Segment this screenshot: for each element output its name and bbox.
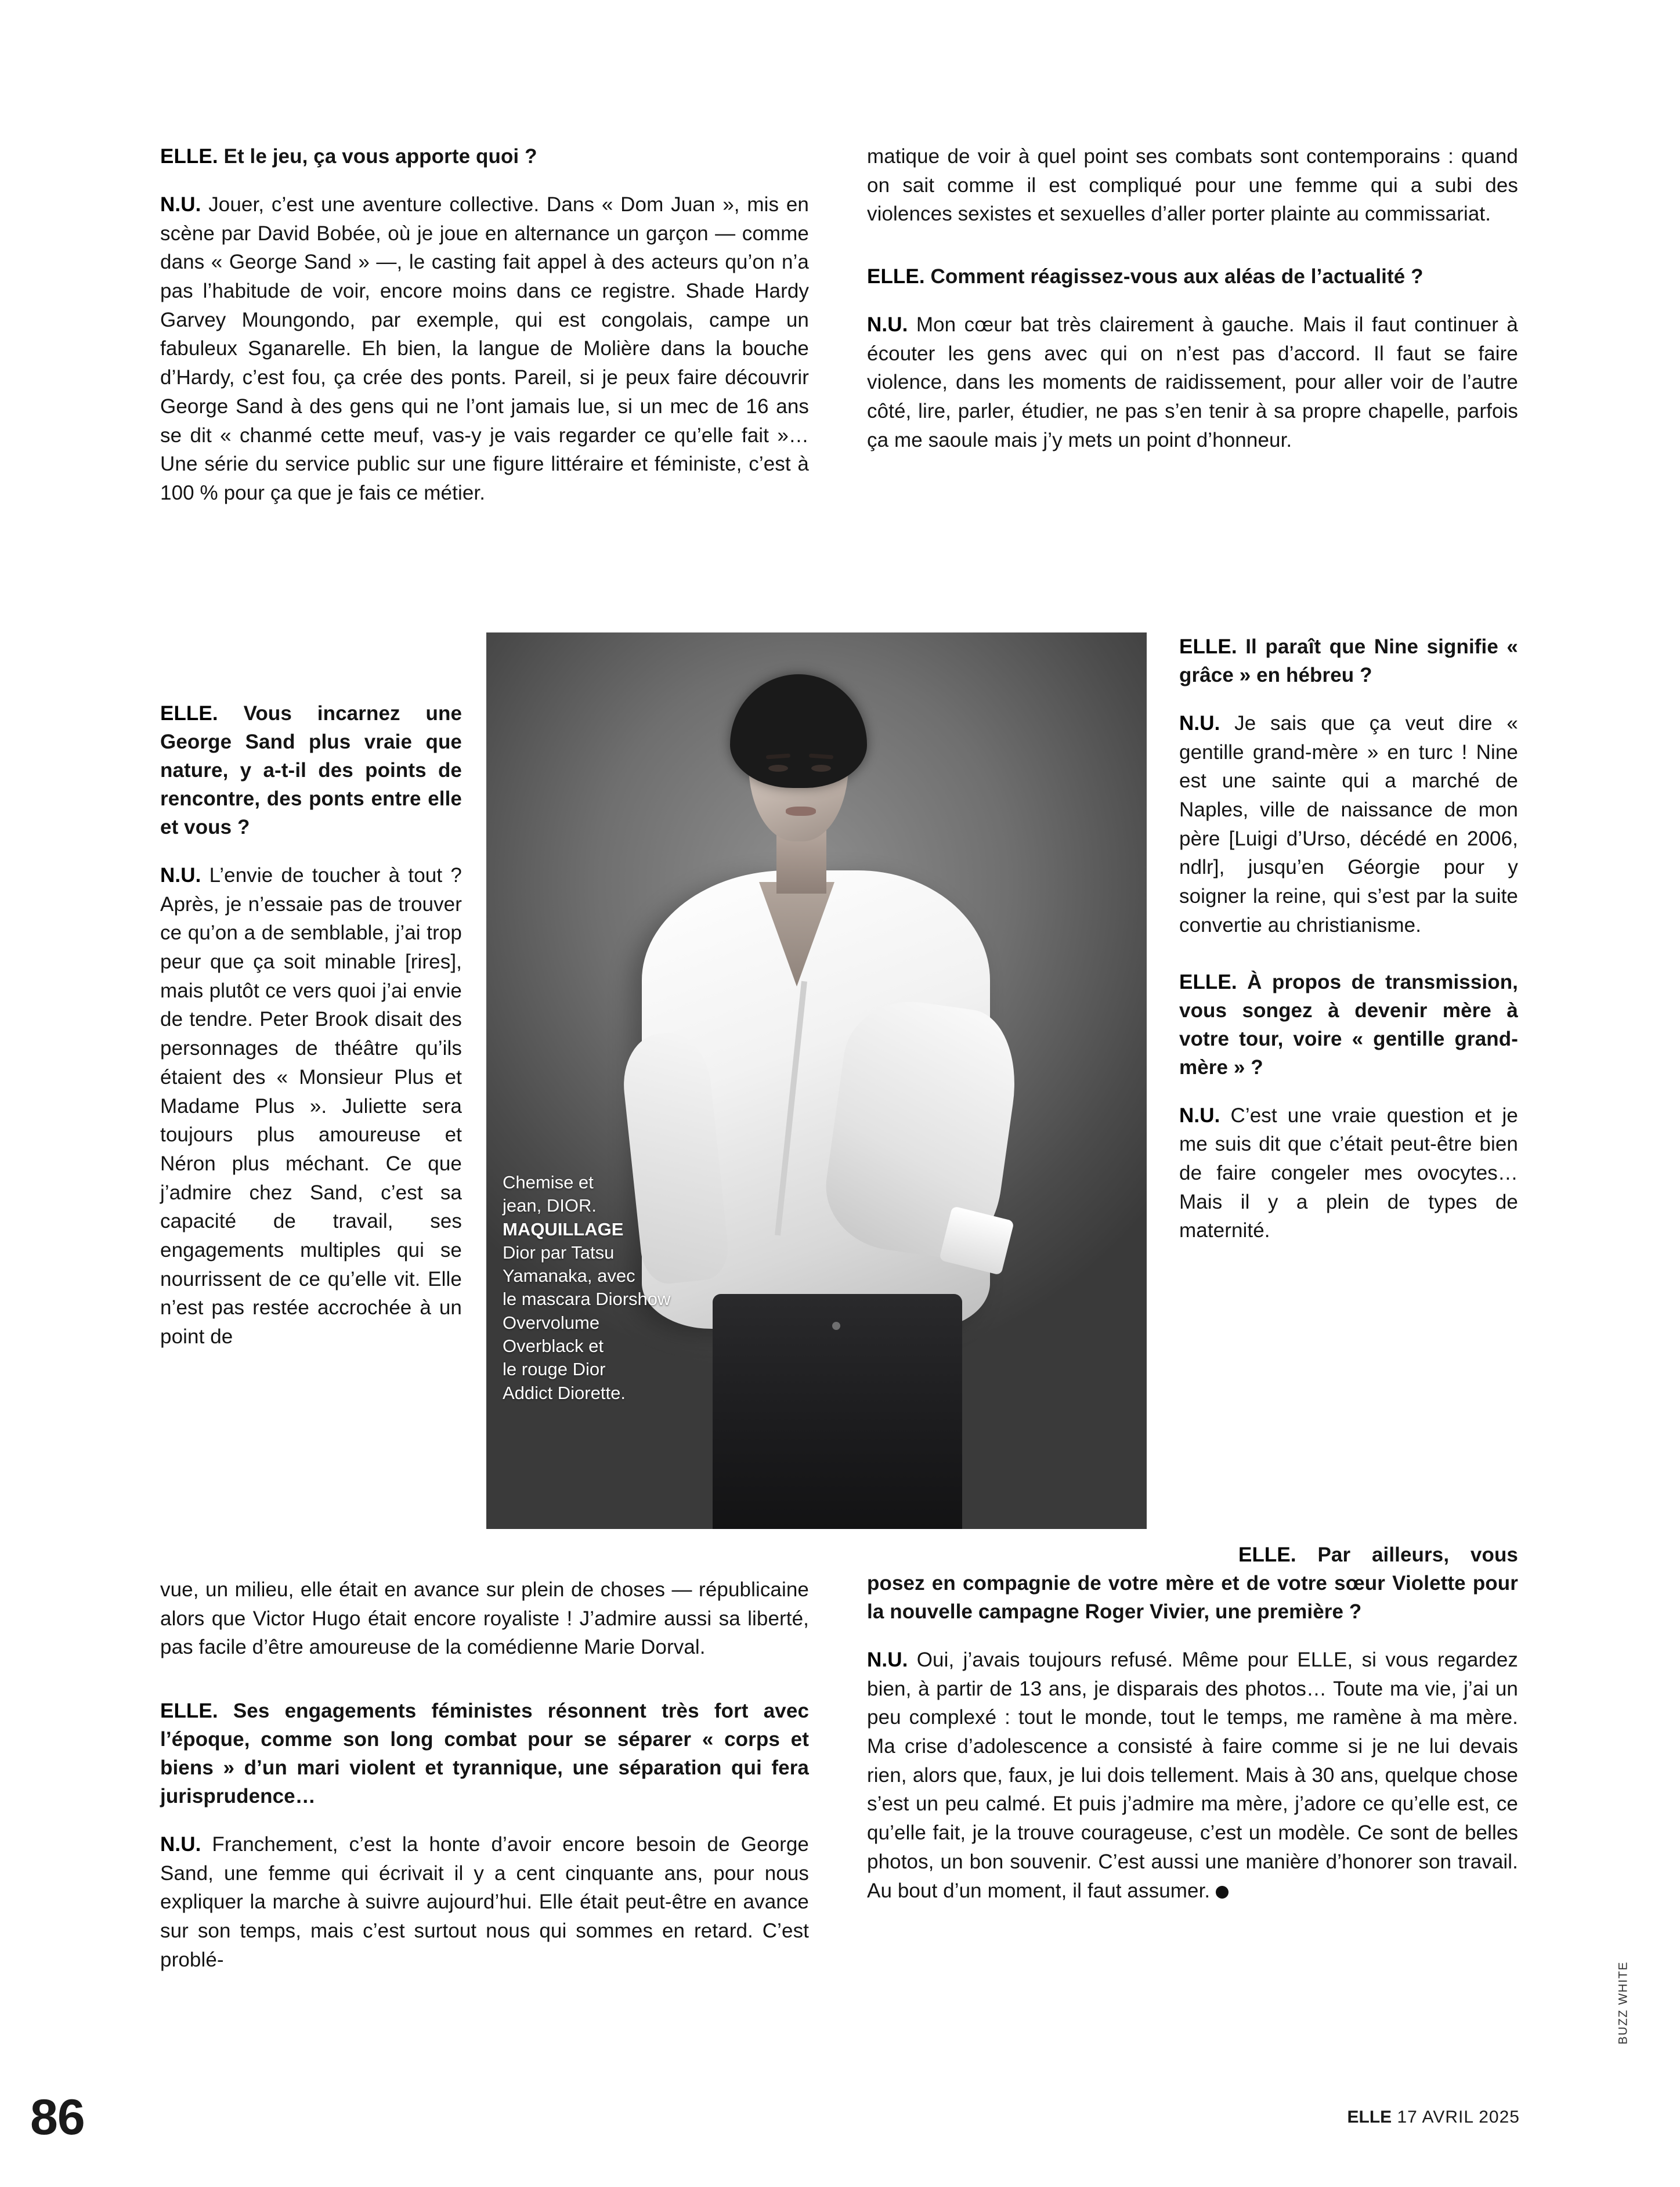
- article-column-left-top: [160, 142, 809, 508]
- answer-continuation: [160, 1575, 809, 1662]
- answer-block: [160, 1830, 809, 1974]
- speaker-label-elle: ELLE.: [1238, 1543, 1318, 1566]
- fashion-portrait-photo: [486, 632, 1147, 1529]
- answer-continuation: [867, 142, 1518, 229]
- question-block: [160, 142, 809, 171]
- speaker-label-nu: N.U.: [160, 193, 209, 216]
- speaker-label-nu: N.U.: [1179, 712, 1235, 735]
- question-block: [867, 1541, 1518, 1626]
- question-block: [160, 1697, 809, 1810]
- speaker-label-elle: ELLE.: [867, 265, 931, 288]
- answer-text: Mon cœur bat très clairement à gauche. Mais il faut continuer à écouter les gens avec qui on n’est pas d’accord. Il faut se faire violence, dans les moments de raidissement, pour aller voir de l’autre côté, lire, parler, étudier, ne pas s’en tenir à sa propre chapelle, parfois ça me saoule mais j’y mets un point d’honneur.: [867, 313, 1518, 451]
- article-column-right-middle: [1179, 632, 1518, 1245]
- question-text: Comment réagissez-vous aux aléas de l’actualité ?: [930, 265, 1424, 288]
- answer-block: [1179, 709, 1518, 940]
- article-column-right-bottom: [867, 1541, 1518, 1905]
- caption-line-6: Overvolume: [503, 1312, 600, 1333]
- end-of-article-mark: [1216, 1886, 1229, 1899]
- question-block: [867, 262, 1518, 291]
- speaker-label-elle: ELLE.: [160, 702, 244, 725]
- answer-block: [867, 1646, 1518, 1905]
- article-column-left-middle: [160, 699, 462, 1351]
- answer-text: L’envie de toucher à tout ? Après, je n’essaie pas de trouver ce qu’on a de semblable, j’ai trop peur que ça soit minable [rires], mais plutôt ce vers quoi j’ai envie de tendre. Peter Brook disait des personnages de théâtre qu’ils étaient des « Monsieur Plus et Madame Plus ». Juliette sera toujours plus amoureuse et Néron plus méchant. Ce que j’admire chez Sand, c’est sa capacité de travail, ses engagements multiples qui se nourrissent de ce qu’elle vit. Elle n’est pas restée accrochée à un point de: [160, 864, 462, 1348]
- magazine-title: ELLE: [1347, 2108, 1392, 2127]
- caption-line-8: le rouge Dior: [503, 1359, 606, 1380]
- jeans-button-icon: [832, 1322, 840, 1330]
- question-text: À propos de transmission, vous songez à devenir mère à votre tour, voire « gentille grand-mère » ?: [1179, 970, 1519, 1079]
- caption-line-4: Yamanaka, avec: [503, 1266, 635, 1286]
- question-block: [1179, 632, 1518, 689]
- question-block: [1179, 968, 1518, 1082]
- speaker-label-nu: N.U.: [1179, 1104, 1231, 1127]
- caption-line-9: Addict Diorette.: [503, 1382, 626, 1403]
- caption-line-5: le mascara Diorshow: [503, 1289, 671, 1310]
- question-text: Il paraît que Nine signifie « grâce » en hébreu ?: [1179, 635, 1518, 686]
- question-text: Par ailleurs, vous posez en compagnie de votre mère et de votre sœur Violette pour la nouvelle campagne Roger Vivier, une première ?: [867, 1543, 1518, 1623]
- question-block: [160, 699, 462, 841]
- speaker-label-elle: ELLE.: [160, 145, 224, 168]
- speaker-label-elle: ELLE.: [160, 1700, 233, 1723]
- speaker-label-nu: N.U.: [867, 1649, 917, 1671]
- issue-date: 17 AVRIL 2025: [1397, 2108, 1520, 2127]
- speaker-label-nu: N.U.: [160, 864, 209, 887]
- photo-credit: BUZZ WHITE: [1616, 1961, 1630, 2045]
- photo-caption: [503, 1171, 746, 1405]
- model-eye-left: [768, 765, 788, 772]
- article-column-right-top: [867, 142, 1518, 455]
- page-number: 86: [30, 2090, 85, 2145]
- speaker-label-nu: N.U.: [867, 313, 916, 337]
- answer-block: [160, 190, 809, 508]
- answer-text: Je sais que ça veut dire « gentille grand-mère » en turc ! Nine est une sainte qui a marché de Naples, ville de naissance de mon père [Luigi d’Urso, décédé en 2006, ndlr], jusqu’en Géorgie pour y soigner la reine, qui s’est par la suite convertie au christianisme.: [1179, 712, 1518, 937]
- model-eye-right: [811, 765, 831, 772]
- caption-line-7: Overblack et: [503, 1336, 604, 1357]
- article-column-left-wrap: [160, 1575, 809, 1975]
- question-text: Et le jeu, ça vous apporte quoi ?: [223, 145, 537, 168]
- answer-text: vue, un milieu, elle était en avance sur plein de choses — républicaine alors que Victor Hugo était encore royaliste ! J’admire aussi sa liberté, pas facile d’être amoureuse de la comédienne Marie Dorval.: [160, 1578, 809, 1659]
- speaker-label-elle: ELLE.: [1179, 635, 1246, 658]
- question-text: Ses engagements féministes résonnent très fort avec l’époque, comme son long combat pour se séparer « corps et biens » d’un mari violent et tyrannique, une séparation qui fera jurisprudence…: [160, 1700, 810, 1808]
- answer-text: Oui, j’avais toujours refusé. Même pour ELLE, si vous regardez bien, à partir de 13 ans, je disparais des photos… Toute ma vie, j’ai un peu complexé : tout le monde, tout le temps, me ramène à ma mère. Ma crise d’adolescence a consisté à faire comme si je ne lui devais rien, alors que, faux, je lui dois tellement. Mais à 30 ans, quelque chose s’est un peu calmé. Et puis j’admire ma mère, j’adore ce qu’elle est, ce qu’elle fait, je la trouve courageuse, c’est un modèle. Ce sont de belles photos, un bon souvenir. C’est aussi une manière d’honorer son travail. Au bout d’un moment, il faut assumer.: [867, 1649, 1518, 1902]
- answer-block: [160, 861, 462, 1351]
- answer-text: matique de voir à quel point ses combats sont contemporains : quand on sait comme il est compliqué pour une femme qui a subi des violences sexistes et sexuelles d’aller porter plainte au commissariat.: [867, 145, 1518, 226]
- caption-makeup-label: MAQUILLAGE: [503, 1219, 624, 1239]
- answer-block: [1179, 1101, 1518, 1245]
- answer-text: Franchement, c’est la honte d’avoir encore besoin de George Sand, une femme qui écrivait il y a cent cinquante ans, pour nous expliquer la marche à suivre aujourd’hui. Elle était peut-être en avance sur son temps, mais c’est surtout nous qui sommes en retard. C’est problé-: [160, 1833, 809, 1971]
- caption-line-1: Chemise et: [503, 1172, 594, 1192]
- answer-block: [867, 310, 1518, 454]
- answer-text: C’est une vraie question et je me suis dit que c’était peut-être bien de faire congeler mes ovocytes… Mais il y a plein de types de maternité.: [1179, 1104, 1518, 1242]
- speaker-label-elle: ELLE.: [1179, 970, 1248, 993]
- answer-text: Jouer, c’est une aventure collective. Dans « Dom Juan », mis en scène par David Bobée, où je joue en alternance un garçon — comme dans « George Sand » —, le casting fait appel à des acteurs qu’on n’a pas l’habitude de voir, encore moins dans ce registre. Shade Hardy Garvey Moungondo, par exemple, qui est congolais, campe un fabuleux Sganarelle. Eh bien, la langue de Molière dans la bouche d’Hardy, c’est fou, ça crée des ponts. Pareil, si je peux faire découvrir George Sand à des gens qui ne l’ont jamais lue, si un mec de 16 ans se dit « chanmé cette meuf, vas-y je vais regarder ce qu’elle fait »… Une série du service public sur une figure littéraire et féministe, c’est à 100 % pour ça que je fais ce métier.: [160, 193, 809, 504]
- question-text: Vous incarnez une George Sand plus vraie que nature, y a-t-il des points de rencontre, des ponts entre elle et vous ?: [160, 702, 463, 838]
- model-lips: [786, 807, 816, 816]
- footer-issue-line: [1347, 2108, 1520, 2127]
- caption-line-3: Dior par Tatsu: [503, 1242, 615, 1263]
- speaker-label-nu: N.U.: [160, 1833, 212, 1856]
- caption-line-2: jean, DIOR.: [503, 1195, 597, 1216]
